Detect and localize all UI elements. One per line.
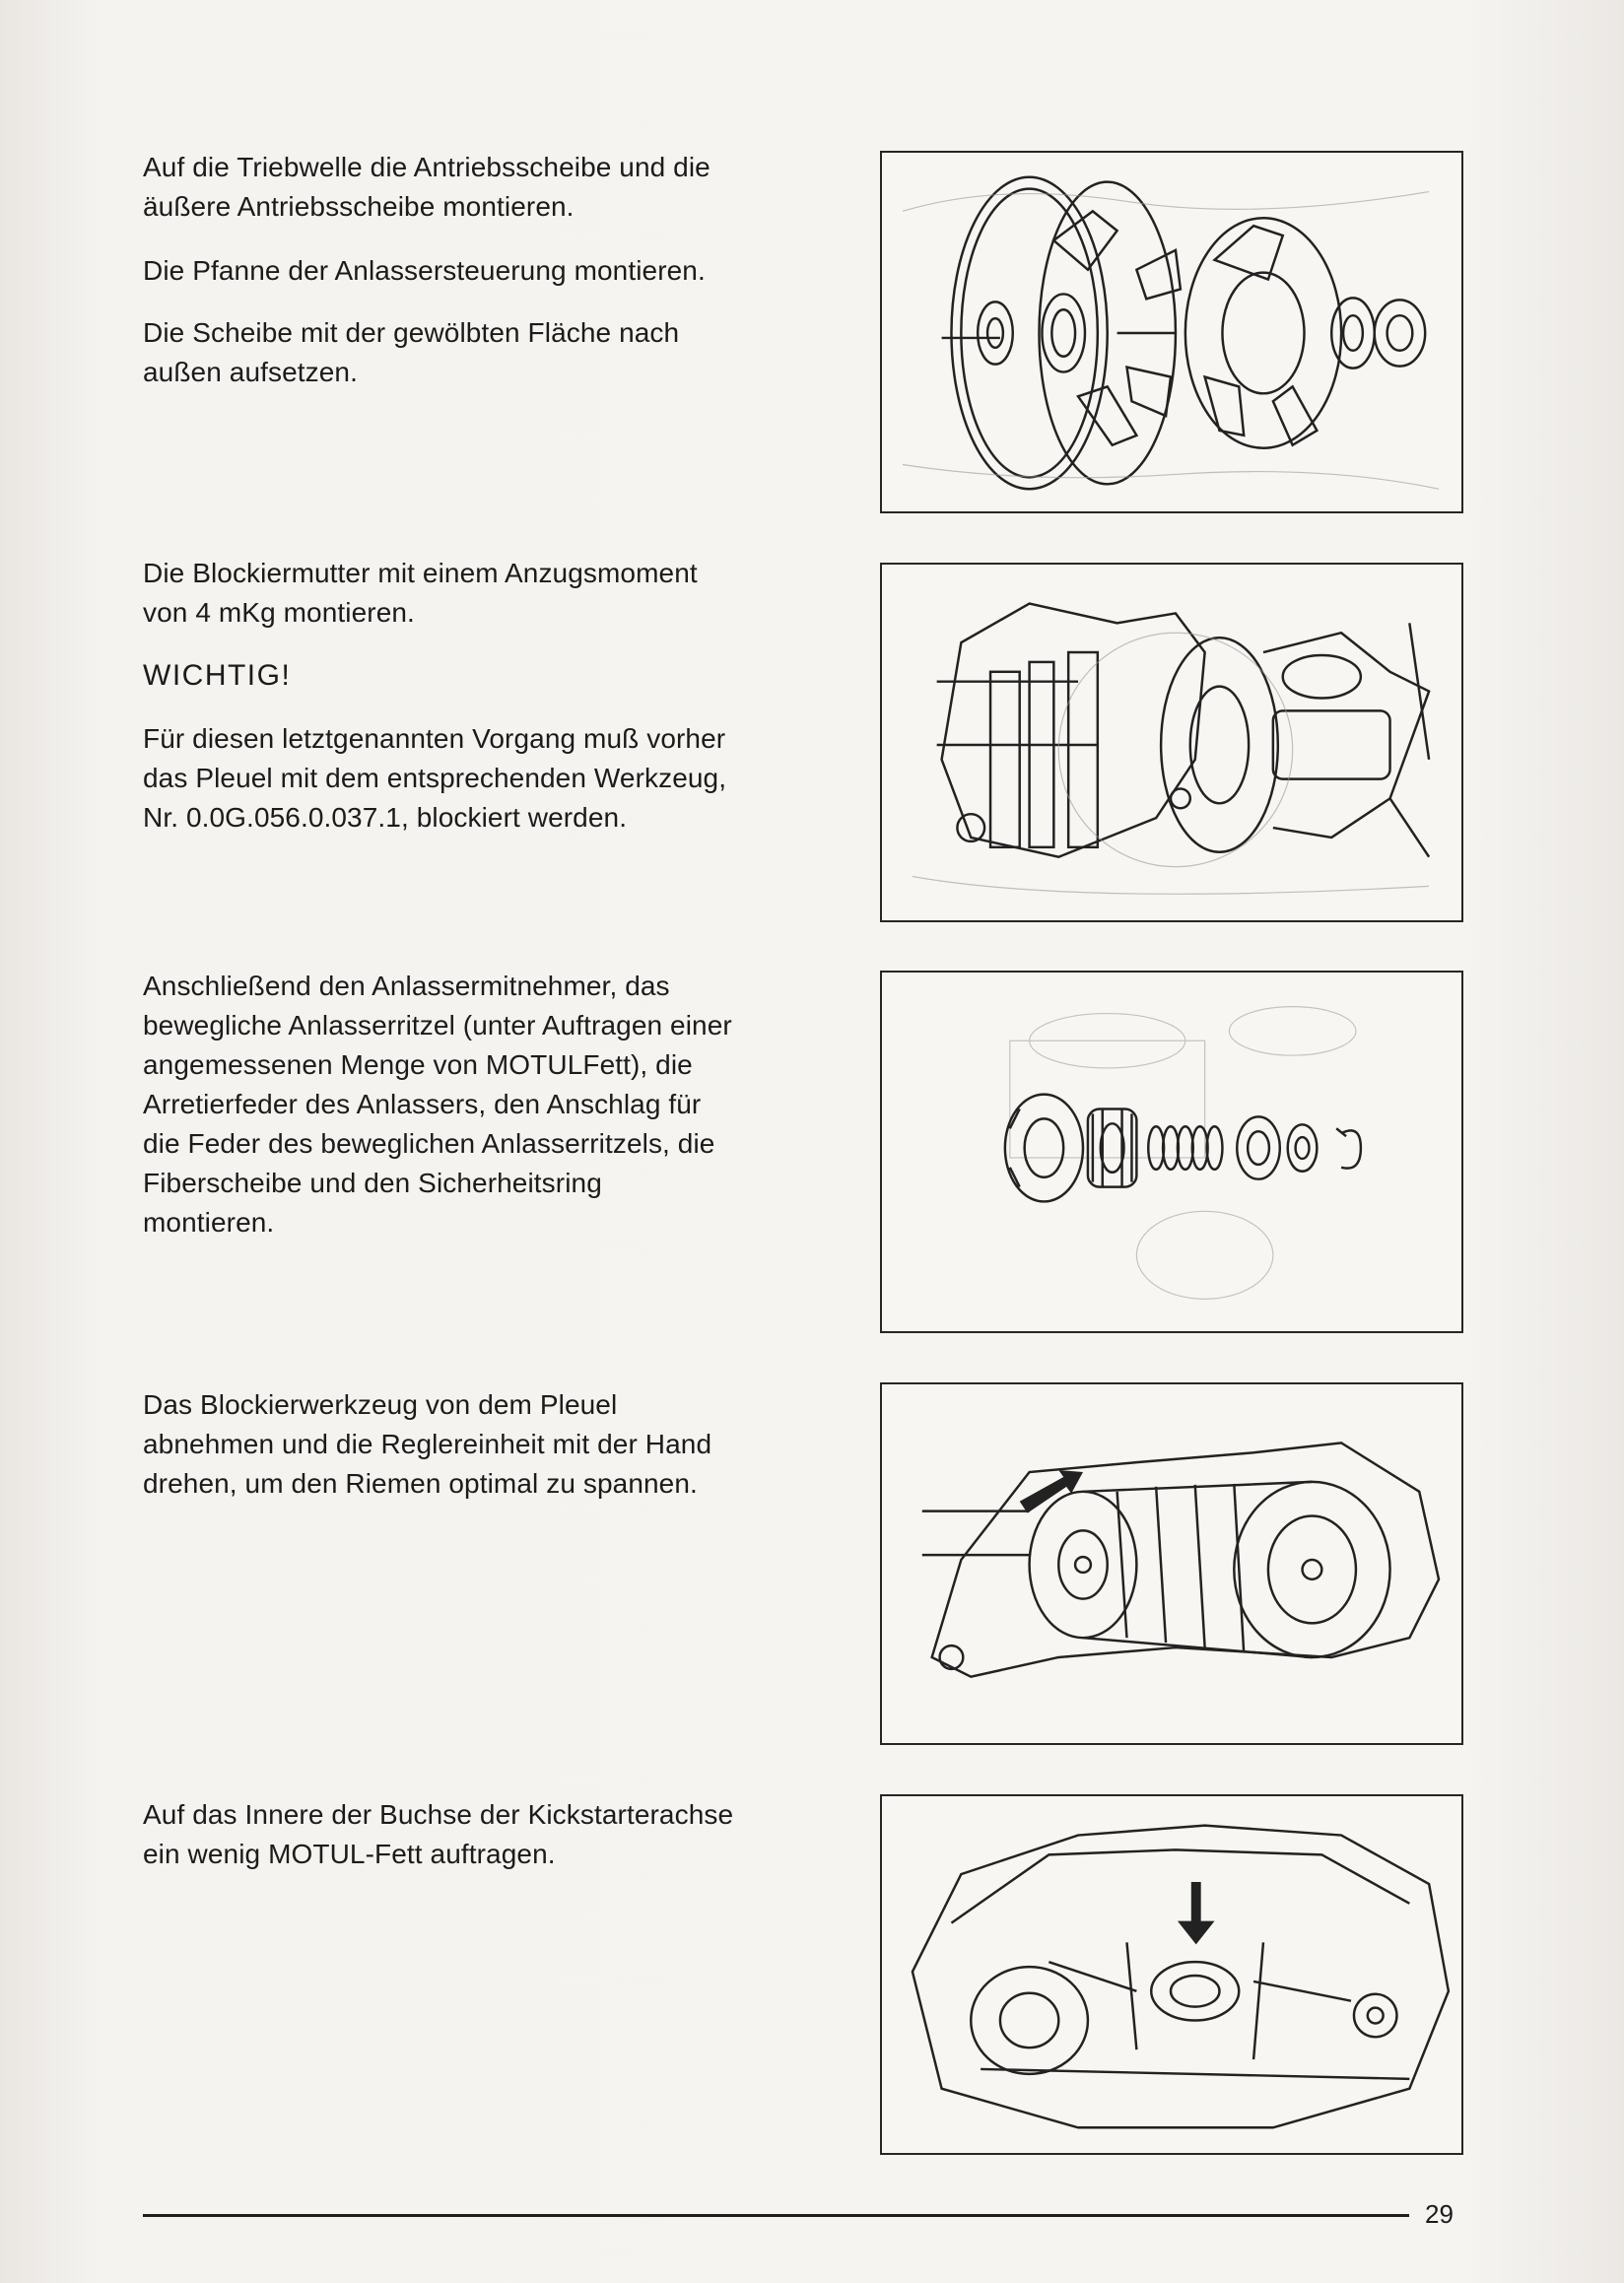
step-text-5 (143, 719, 852, 838)
text-line: Die Blockiermutter mit einem Anzugsmoment (143, 558, 698, 588)
text-line: äußere Antriebsscheibe montieren. (143, 191, 575, 222)
kickstarter-bushing-illustration (882, 1796, 1461, 2153)
figure-blocking-tool (880, 563, 1463, 922)
belt-tension-illustration (882, 1384, 1461, 1743)
blocking-tool-illustration (882, 565, 1461, 920)
text-line: Auf die Triebwelle die Antriebsscheibe und die (143, 152, 710, 182)
text-line: ein wenig MOTUL-Fett auftragen. (143, 1839, 556, 1869)
text-line: Arretierfeder des Anlassers, den Anschlag für (143, 1089, 702, 1119)
text-line: Fiberscheibe und den Sicherheitsring (143, 1168, 602, 1198)
text-line: abnehmen und die Reglereinheit mit der Hand (143, 1429, 712, 1459)
step-text-4 (143, 554, 852, 633)
step-text-6 (143, 967, 852, 1242)
text-line: Die Scheibe mit der gewölbten Fläche nach (143, 317, 680, 348)
starter-parts-illustration (882, 973, 1461, 1331)
step-text-1 (143, 148, 852, 227)
text-line: drehen, um den Riemen optimal zu spannen. (143, 1468, 698, 1499)
step-text-8 (143, 1795, 852, 1874)
text-line: Für diesen letztgenannten Vorgang muß vorher (143, 723, 726, 754)
text-line: angemessenen Menge von MOTULFett), die (143, 1049, 693, 1080)
step-text-2 (143, 251, 852, 291)
figure-starter-parts (880, 971, 1463, 1333)
drive-pulley-illustration (882, 153, 1461, 511)
text-line: das Pleuel mit dem entsprechenden Werkzeug, (143, 763, 727, 793)
text-line: Anschließend den Anlassermitnehmer, das (143, 971, 670, 1001)
text-line: bewegliche Anlasserritzel (unter Auftragen einer (143, 1010, 732, 1041)
text-line: montieren. (143, 1207, 275, 1238)
text-line: außen aufsetzen. (143, 357, 358, 387)
figure-drive-pulley (880, 151, 1463, 513)
footer-rule (143, 2214, 1409, 2217)
text-line: die Feder des beweglichen Anlasserritzels, die (143, 1128, 715, 1159)
text-line: Auf das Innere der Buchse der Kickstarterachse (143, 1799, 734, 1830)
warning-heading (143, 656, 852, 696)
step-text-3 (143, 313, 852, 392)
text-line: WICHTIG! (143, 659, 292, 692)
step-text-7 (143, 1385, 852, 1504)
text-line: Das Blockierwerkzeug von dem Pleuel (143, 1389, 618, 1420)
text-line: von 4 mKg montieren. (143, 597, 415, 628)
figure-belt-tension (880, 1382, 1463, 1745)
text-line: Die Pfanne der Anlassersteuerung montieren. (143, 255, 706, 286)
page-number: 29 (1425, 2199, 1454, 2229)
figure-kickstarter-bushing (880, 1794, 1463, 2155)
arrow-down-icon (1178, 1882, 1215, 1944)
text-line: Nr. 0.0G.056.0.037.1, blockiert werden. (143, 802, 628, 833)
